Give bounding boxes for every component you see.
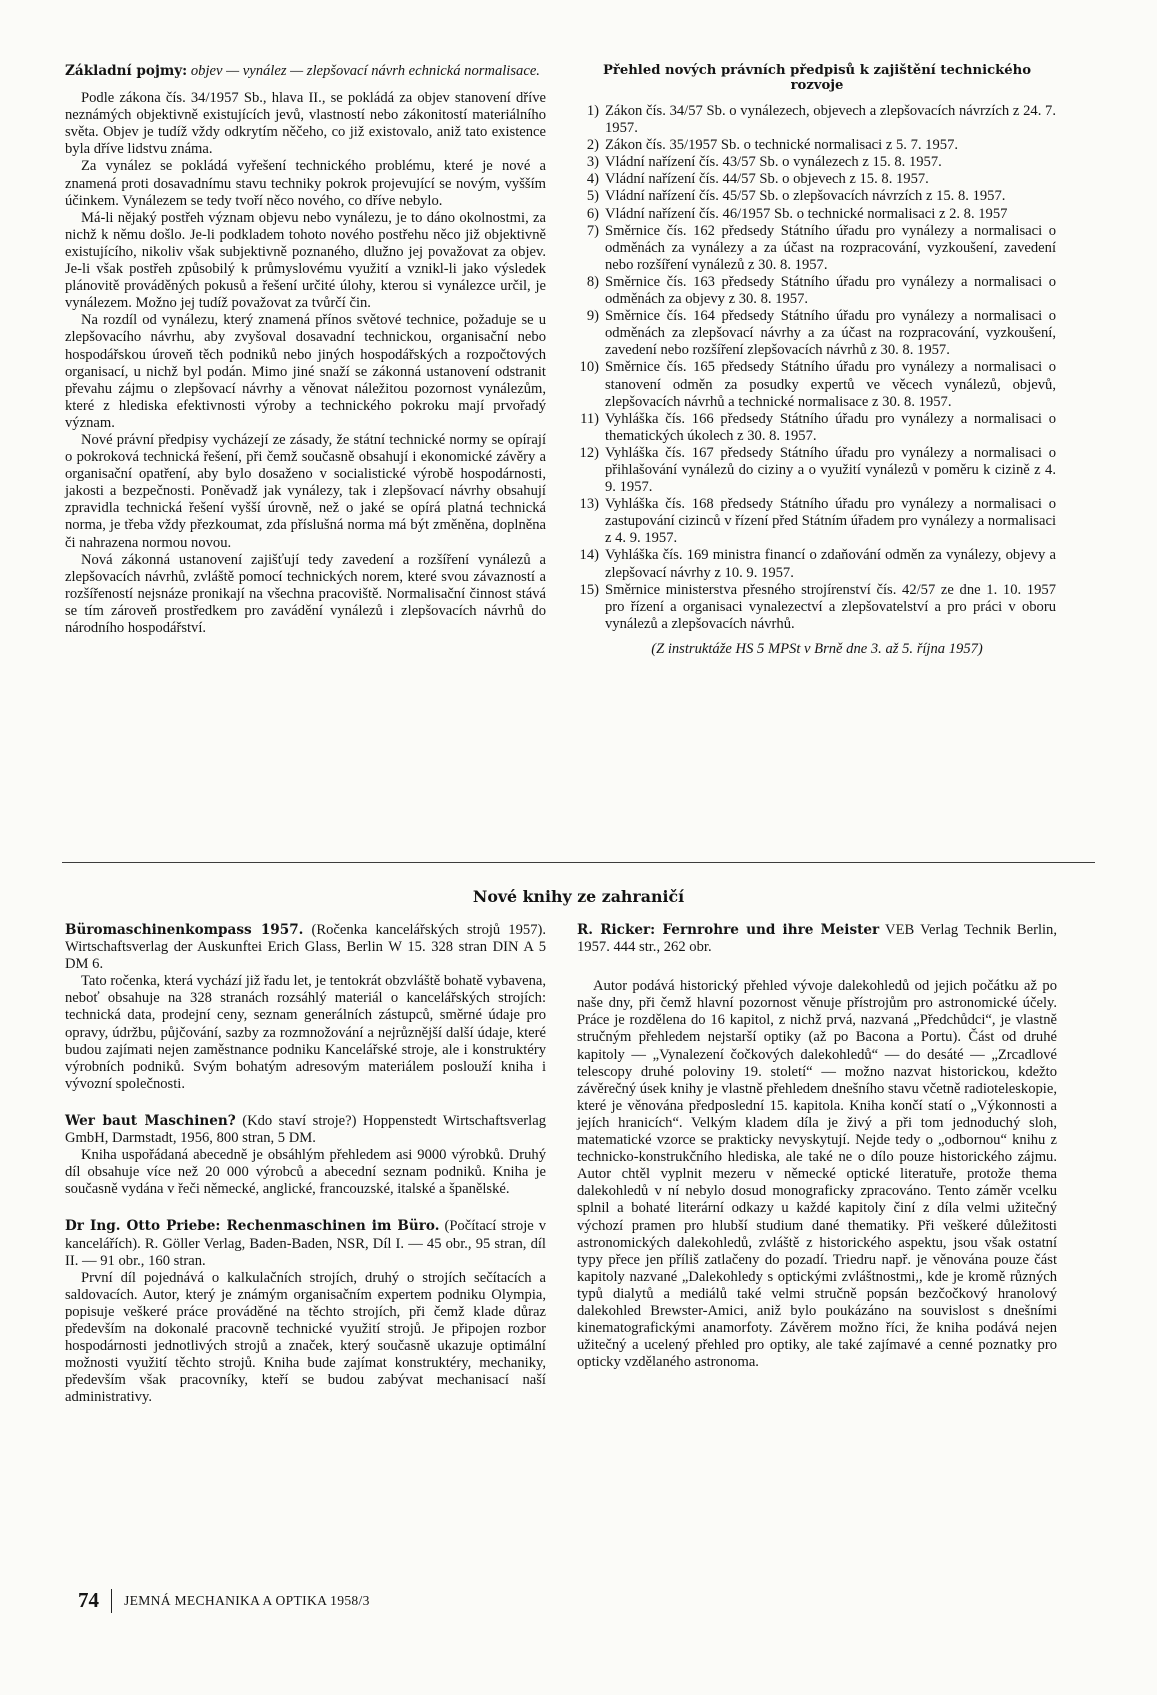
law-list-item bbox=[578, 445, 1056, 496]
law-item-number: 14) bbox=[579, 547, 599, 564]
book-meta: (Počítací stroje v kancelářích). R. Göller Verlag, Baden-Baden, NSR, Díl I. — 45 obr., 95 stran, díl II. — 91 obr., 160 stran. bbox=[65, 1218, 546, 1269]
article-column-left bbox=[65, 63, 546, 637]
law-item-text: Vládní nařízení čís. 45/57 Sb. o zlepšovacích návrzích z 15. 8. 1957. bbox=[605, 188, 1006, 205]
law-item-text: Směrnice čís. 163 předsedy Státního úřadu pro vynálezy a normalisaci o odměnách za objevy z 30. 8. 1957. bbox=[605, 273, 1056, 308]
law-list-item bbox=[578, 274, 1056, 308]
law-list-item bbox=[578, 223, 1056, 274]
law-item-number: 3) bbox=[586, 154, 599, 171]
law-list-item bbox=[578, 188, 1056, 205]
books-column-left bbox=[65, 922, 546, 1420]
law-item-text: Směrnice ministerstva přesného strojírenství čís. 42/57 ze dne 1. 10. 1957 pro řízení a organisaci vynalezectví a zlepšovatelství a pro práci v oboru vynálezů a zlepšovacích návrhů. bbox=[605, 581, 1056, 632]
book-title: Dr Ing. Otto Priebe: Rechenmaschinen im Büro. bbox=[65, 1218, 440, 1235]
law-item-text: Vyhláška čís. 169 ministra financí o zdaňování odměn za vynálezy, objevy a zlepšovací návrhy z 10. 9. 1957. bbox=[605, 547, 1056, 581]
article-paragraph: Na rozdíl od vynálezu, který znamená přínos světové technice, požaduje se u zlepšovacího návrhu, aby zvyšoval dosavadní technickou, organisační nebo hospodářskou úroveň těch podniků nebo jiných hospodářských a rozpočtových organisací, u nichž byl podán. Mimo jiné snaží se zákonná ustanovení odstranit převahu zájmu o zlepšovací návrhy a věnovat náležitou pozornost vynálezům, které z hlediska efektivnosti výroby a technického pokroku mají prvořadý význam. bbox=[65, 312, 546, 431]
book-title: Wer baut Maschinen? bbox=[65, 1112, 236, 1129]
article-paragraph: Nová zákonná ustanovení zajišťují tedy zavedení a rozšíření vynálezů a zlepšovacích návrhů, zvláště pomocí technických norem, které svou závazností a rozšířeností nejsnáze pronikají na všechna pracoviště. Normalisační činnost stává se tím zároveň prostředkem pro zavádění vynálezů i zlepšovacích návrhů do národního hospodářství. bbox=[65, 551, 546, 636]
book-review bbox=[65, 1218, 546, 1406]
law-list-item bbox=[578, 171, 1056, 188]
books-column-right bbox=[577, 922, 1057, 1385]
law-item-text: Vládní nařízení čís. 46/1957 Sb. o technické normalisaci z 2. 8. 1957 bbox=[605, 205, 1008, 222]
book-header bbox=[65, 922, 546, 973]
law-item-number: 1) bbox=[586, 103, 599, 119]
law-item-number: 2) bbox=[586, 137, 599, 154]
law-list-source: (Z instruktáže HS 5 MPSt v Brně dne 3. až 5. října 1957) bbox=[651, 640, 983, 657]
law-item-text: Zákon čís. 35/1957 Sb. o technické normalisaci z 5. 7. 1957. bbox=[605, 137, 959, 154]
magazine-title: JEMNÁ MECHANIKA A OPTIKA 1958/3 bbox=[124, 1592, 370, 1608]
law-list-item bbox=[578, 582, 1056, 633]
law-item-number: 8) bbox=[586, 273, 599, 290]
law-list-item bbox=[578, 206, 1056, 223]
section-divider bbox=[62, 862, 1095, 863]
keywords-terms: objev — vynález — zlepšovací návrh echnická normalisace. bbox=[190, 63, 540, 79]
law-item-number: 7) bbox=[586, 222, 599, 239]
article-paragraph: Podle zákona čís. 34/1957 Sb., hlava II., se pokládá za objev stanovení dříve neznámých objektivně existujících jevů, vlastností nebo zákonitostí materiálního světa. Objev je tudíž vždy odkrytím něčeho, co již existovalo, aniž tato existence byla dříve lidstvu známa. bbox=[65, 90, 546, 158]
law-list-item bbox=[578, 103, 1056, 137]
book-review bbox=[65, 1113, 546, 1198]
law-list-item bbox=[578, 547, 1056, 581]
law-list-item bbox=[578, 137, 1056, 154]
law-list-item bbox=[578, 359, 1056, 410]
law-item-number: 12) bbox=[579, 444, 599, 461]
law-item-number: 13) bbox=[579, 496, 599, 513]
book-body: Autor podává historický přehled vývoje dalekohledů od jejich počátku až po naše dny, při čemž hlavní pozornost věnuje přístrojům pro astronomické účely. Práce je rozdělena do 16 kapitol, z nichž prvá, nazvaná „Předchůdci“, je vlastně stručným přehledem nejstarší optiky (až po Bacona a Portu). Část od druhé kapitoly — „Vynalezení čočkových dalekohledů“ — do desáté — „Zrcadlové telescopy druhé poloviny 19. století“ — možno nazvat historickou, kdežto závěrečný úsek knihy je vlastně přehledem dnešního stavu včetně radioteleskopie, které je věnována předposlední 15. kapitola. Kniha končí statí o „Výkonnosti a jejích hranicích“. Velkým kladem díla je živý a při tom jednoduchý sloh, matematické vzorce se prakticky nevyskytují. Nejde tedy o „odbornou“ knihu z technicko-konstrukčního hlediska, ale také ne o dílo pouze historického zájmu. Autor chtěl vyplnit mezeru v německé optické literatuře, protože thema dalekohledů v ní nebylo dosud monograficky zpracováno. Tento záměr vcelku splnil a bohaté literární odkazy u každé kapitoly činí z díla velmi užitečný výchozí pramen pro hlubší studium dané thematiky. Při veškeré důležitosti astronomických dalekohledů, zvláště z historického aspektu, jsou však ostatní typy přece jen příliš zatlačeny do pozadí. Triedru např. je věnována pouze část kapitoly nazvané „Dalekohledy s optickými zvláštnostmi,, kde je kromě různých typů dialytů a mediálů také velmi stručně popsán bezčočkový hranolový dalekohled Brewster-Amici, aniž bylo poukázáno na souvislost s dnešními kinematografickými anamorfoty. Závěrem možno říci, že kniha podává nejen užitečný a ucelený přehled pro optiky, ale také zajímavé a cenné poznatky pro opticky vzdělaného astronoma. bbox=[577, 978, 1057, 1371]
law-item-text: Vládní nařízení čís. 43/57 Sb. o vynálezech z 15. 8. 1957. bbox=[605, 154, 942, 171]
book-title: Büromaschinenkompass 1957. bbox=[65, 922, 304, 938]
book-review bbox=[577, 922, 1057, 1371]
law-list-column bbox=[578, 63, 1056, 658]
law-item-text: Směrnice čís. 165 předsedy Státního úřadu pro vynálezy a normalisaci o stanovení odměn za posudky expertů ve věcech vynálezů, objevů, zlepšovacích návrhů a technické normalisace z 30. 8. 1957. bbox=[605, 359, 1056, 410]
law-item-number: 10) bbox=[579, 359, 599, 376]
book-body: Kniha uspořádaná abecedně je obsáhlým přehledem asi 9000 výrobků. Druhý díl obsahuje více než 20 000 výrobců a abecední seznam podniků. Kniha je současně vydána v řeči německé, anglické, francouzské, italské a španělské. bbox=[65, 1147, 546, 1198]
section-title: Nové knihy ze zahraničí bbox=[472, 887, 685, 906]
law-item-text: Vyhláška čís. 167 předsedy Státního úřadu pro vynálezy a normalisaci o přihlašování vynálezů do ciziny a o využití vynálezů v poměru k cizině z 4. 9. 1957. bbox=[605, 444, 1056, 496]
keywords-label: Základní pojmy: bbox=[65, 63, 188, 79]
law-list-item bbox=[578, 496, 1056, 547]
law-item-text: Směrnice čís. 162 předsedy Státního úřadu pro vynálezy a normalisaci o odměnách za vynálezy a za účast na rozpracování, vyzkoušení, zavedení nebo rozšíření vynálezů z 30. 8. 1957. bbox=[605, 222, 1056, 273]
law-item-number: 15) bbox=[579, 581, 599, 598]
law-list-item bbox=[578, 308, 1056, 359]
page-footer bbox=[78, 1588, 370, 1613]
law-list-title: Přehled nových právních předpisů k zajištění technického rozvoje bbox=[602, 63, 1032, 93]
law-item-text: Zákon čís. 34/57 Sb. o vynálezech, objevech a zlepšovacích návrzích z 24. 7. 1957. bbox=[605, 103, 1056, 137]
law-item-number: 11) bbox=[580, 410, 599, 427]
book-meta: (Kdo staví stroje?) Hoppenstedt Wirtschaftsverlag GmbH, Darmstadt, 1956, 800 stran, 5 DM. bbox=[65, 1112, 546, 1147]
article-paragraph: Má-li nějaký postřeh význam objevu nebo vynálezu, je to dáno okolnostmi, za nichž k němu došlo. Je-li podkladem tohoto nového postřehu něco již objektivně existujícího, nikoliv však subjektivně poznaného, dlužno jej považovat za objev. Je-li však postřeh způsobilý k průmyslovému využití a vznikl-li jako výsledek plánovitě prováděných pokusů a řešení určité úlohy, kterou si vynálezce určil, je vynálezem. Možno jej tudíž považovat za tvůrčí čin. bbox=[65, 209, 546, 312]
book-review bbox=[65, 922, 546, 1093]
law-item-number: 5) bbox=[586, 188, 599, 205]
article-paragraph: Za vynález se pokládá vyřešení technického problému, které je nové a znamená proti dosavadnímu stavu techniky pokrok projevující se novým, vyšším účinkem. Vynálezem se tedy tvoří něco nového, co dříve nebylo. bbox=[65, 158, 546, 209]
book-body: První díl pojednává o kalkulačních strojích, druhý o strojích sečítacích a saldovacích. Autor, který je známým organisačním expertem podniku Olympia, popisuje veškeré práce prováděné na těchto strojích, při čemž klade důraz především na dokonalé pracovně technické využití strojů. Je připojen rozbor hospodárnosti jednotlivých strojů a značek, který současně ukazuje optimální možnosti využití těchto strojů. Kniha bude zajímat konstruktéry, mechaniky, především však pracovníky, kteří se budou zabývat mechanisací naší administrativy. bbox=[65, 1269, 546, 1406]
book-body: Tato ročenka, která vychází již řadu let, je tentokrát obzvláště bohatě vybavena, neboť obsahuje na 328 stranách rozsáhlý materiál o kancelářských strojích: technická data, prodejní ceny, seznam generálních zástupců, směrné údaje pro opravy, údržbu, půjčování, sazby za rozmnožování a nejrůznější další údaje, které budou zajímati nejen zaměstnance podniku Kancelářské stroje, ale i konstruktéry výrobních podniků. Svým bohatým adresovým materiálem poslouží kniha i vývozní společnosti. bbox=[65, 973, 546, 1092]
book-meta: VEB Verlag Technik Berlin, 1957. 444 str., 262 obr. bbox=[577, 922, 1058, 956]
book-title: R. Ricker: Fernrohre und ihre Meister bbox=[577, 922, 880, 938]
law-item-text: Směrnice čís. 164 předsedy Státního úřadu pro vynálezy a normalisaci o odměnách za zlepšovací návrhy a za účast na rozpracování, vyzkoušení, zavedení nebo rozšíření zlepšovacích návrhů z 30. 8. 1957. bbox=[605, 308, 1056, 359]
law-item-text: Vyhláška čís. 166 předsedy Státního úřadu pro vynálezy a normalisaci o thematických úkolech z 30. 8. 1957. bbox=[605, 410, 1056, 444]
law-item-text: Vyhláška čís. 168 předsedy Státního úřadu pro vynálezy a normalisaci o zastupování cizinců v řízení před Státním úřadem pro vynálezy a normalisaci z 4. 9. 1957. bbox=[605, 496, 1056, 547]
law-list-item bbox=[578, 411, 1056, 445]
book-header bbox=[65, 1113, 546, 1147]
law-list-item bbox=[578, 154, 1056, 171]
law-item-number: 9) bbox=[586, 308, 599, 325]
law-item-number: 6) bbox=[586, 205, 599, 222]
law-item-text: Vládní nařízení čís. 44/57 Sb. o objevech z 15. 8. 1957. bbox=[605, 171, 929, 188]
law-list bbox=[578, 103, 1056, 633]
keywords-line bbox=[65, 63, 546, 80]
law-item-number: 4) bbox=[586, 171, 599, 188]
article-paragraph: Nové právní předpisy vycházejí ze zásady, že státní technické normy se opírají o pokroková technická řešení, při čemž současně obsahují i ekonomické závěry a organisační opatření, aby bylo dosaženo v socialistické výrobě hospodárnosti, jakosti a bezpečnosti. Poněvadž jak vynálezy, tak i zlepšovací návrhy obsahují zpravidla technická řešení vyšší úrovně, než o jaké se opírá platná technická norma, je třeba vždy přezkoumat, zda příslušná norma má být změněna, doplněna či nahrazena normou novou. bbox=[65, 431, 546, 551]
book-header bbox=[65, 1218, 546, 1269]
footer-divider bbox=[111, 1589, 112, 1613]
book-meta: (Ročenka kancelářských strojů 1957). Wirtschaftsverlag der Auskunftei Erich Glass, Berlin W 15. 328 stran DIN A 5 DM 6. bbox=[65, 922, 546, 973]
page-number: 74 bbox=[78, 1588, 99, 1612]
book-header bbox=[577, 922, 1057, 956]
